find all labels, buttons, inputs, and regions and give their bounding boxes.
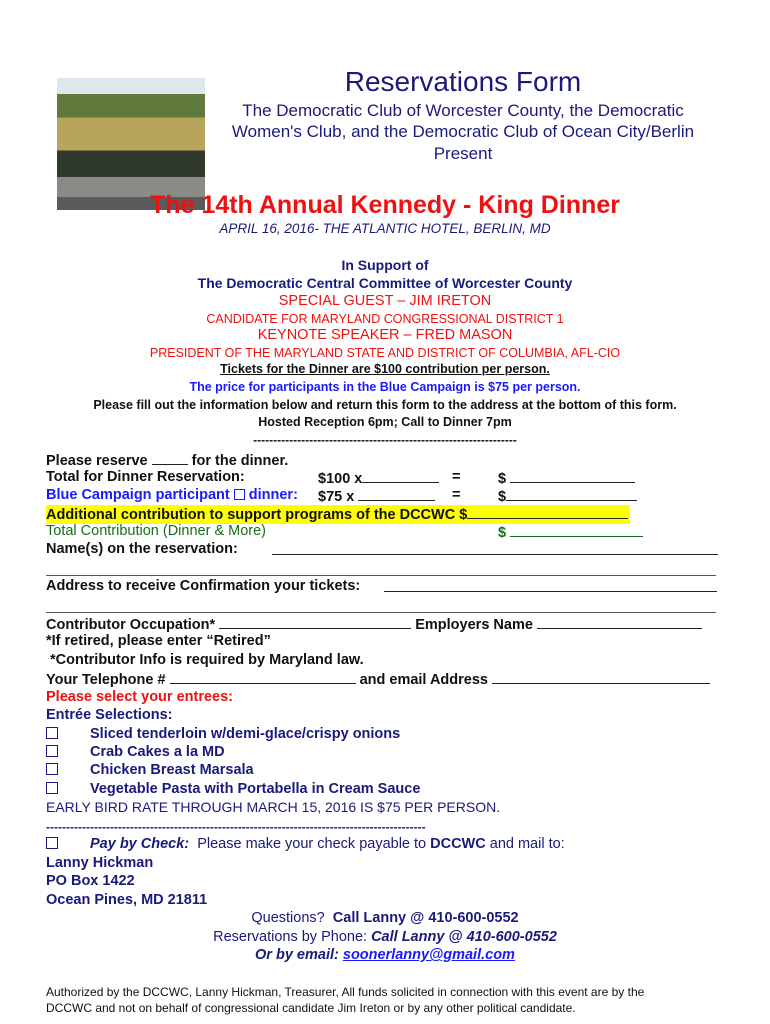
price-75: $75 x <box>318 487 435 506</box>
blue-campaign-row <box>46 487 507 505</box>
address-label: Address to receive Confirmation your tickets: <box>46 578 361 594</box>
presenters-line-1: The Democratic Club of Worcester County, the Democratic <box>242 101 684 120</box>
special-guest: SPECIAL GUEST – JIM IRETON <box>278 293 492 309</box>
disclaimer-line-1: Authorized by the DCCWC, Lanny Hickman, Treasurer, All funds solicited in connection with this event are by the <box>46 985 645 999</box>
committee-name: The Democratic Central Committee of Worcester County <box>197 275 573 291</box>
quantity-100-field[interactable] <box>362 469 439 483</box>
address-field[interactable] <box>384 578 717 592</box>
occupation-field[interactable] <box>219 615 411 629</box>
entree-option[interactable] <box>46 726 400 743</box>
reservation-phone: Call Lanny @ 410-600-0552 <box>371 929 557 945</box>
entree-label: Vegetable Pasta with Portabella in Cream Sauce <box>90 781 421 797</box>
checkbox-icon[interactable] <box>46 782 58 794</box>
email-label: and email Address <box>359 672 488 688</box>
mail-to-label: and mail to: <box>489 836 565 852</box>
entree-option[interactable] <box>46 762 254 779</box>
blue-campaign-label: Blue Campaign participant <box>46 487 230 503</box>
telephone-field[interactable] <box>170 670 356 684</box>
support-label: In Support of <box>341 257 429 273</box>
entree-label: Sliced tenderloin w/demi-glace/crispy onions <box>90 726 401 742</box>
keynote-title: PRESIDENT OF THE MARYLAND STATE AND DISTRICT OF COLUMBIA, AFL-CIO <box>149 346 621 360</box>
separator: ------------------------------------------------------------------ <box>253 433 517 447</box>
telephone-label: Your Telephone # <box>46 672 166 688</box>
total-100-field[interactable]: $ <box>498 469 635 488</box>
total-contribution-row <box>46 523 507 541</box>
entree-heading: Entrée Selections: <box>46 707 173 723</box>
form-title: Reservations Form <box>344 66 582 97</box>
names-row <box>46 541 238 558</box>
contact-info-row <box>46 670 710 689</box>
additional-contribution-row <box>46 505 630 524</box>
presenters-line-2: Women's Club, and the Democratic Club of Ocean City/Berlin <box>231 122 695 141</box>
reserve-row <box>46 451 288 470</box>
names-field[interactable] <box>272 541 718 555</box>
blue-campaign-checkbox[interactable] <box>234 489 245 500</box>
total-75-field[interactable]: $ <box>498 487 637 506</box>
equals-sign: = <box>452 469 461 485</box>
early-bird-note: EARLY BIRD RATE THROUGH MARCH 15, 2016 IS $75 PER PERSON. <box>46 799 501 815</box>
ticket-price: Tickets for the Dinner are $100 contribution per person. <box>220 362 550 376</box>
entree-label: Crab Cakes a la MD <box>90 744 225 760</box>
check-instructions: Please make your check payable to <box>197 836 427 852</box>
employer-field[interactable] <box>537 615 702 629</box>
entree-option[interactable] <box>46 744 225 761</box>
retired-note: *If retired, please enter “Retired” <box>46 633 271 649</box>
email-link[interactable]: soonerlanny@gmail.com <box>342 947 515 963</box>
questions-phone: Call Lanny @ 410-600-0552 <box>332 910 519 926</box>
address-row <box>46 578 360 595</box>
pay-by-check-label: Pay by Check: <box>90 836 190 852</box>
separator: ----------------------------------------------------------------------------------------------- <box>46 820 426 834</box>
phone-reservations-line: Reservations by Phone: Call Lanny @ 410-600-0552 <box>213 929 557 945</box>
price-100: $100 x <box>318 469 439 488</box>
select-entrees-prompt: Please select your entrees: <box>46 689 233 705</box>
event-date-venue: APRIL 16, 2016- THE ATLANTIC HOTEL, BERLIN, MD <box>219 221 551 236</box>
email-field[interactable] <box>492 670 710 684</box>
total-reservation-label: Total for Dinner Reservation: <box>46 469 245 485</box>
occupation-row <box>46 615 702 634</box>
checkbox-icon[interactable] <box>46 763 58 775</box>
additional-contribution-field[interactable] <box>467 505 628 519</box>
equals-sign: = <box>452 487 461 503</box>
law-note: *Contributor Info is required by Maryland law. <box>50 652 364 668</box>
schedule: Hosted Reception 6pm; Call to Dinner 7pm <box>258 415 512 429</box>
email-line: Or by email: soonerlanny@gmail.com <box>255 947 515 963</box>
total-reservation-row <box>46 469 507 487</box>
payee: DCCWC <box>430 836 486 852</box>
address-field-line-2[interactable] <box>46 612 716 613</box>
mail-address-city: Ocean Pines, MD 21811 <box>46 892 208 908</box>
entree-label: Chicken Breast Marsala <box>90 762 254 778</box>
event-title: The 14th Annual Kennedy - King Dinner <box>150 191 620 219</box>
employer-label: Employers Name <box>415 617 533 633</box>
disclaimer-line-2: DCCWC and not on behalf of congressional candidate Jim Ireton or by any other political candidate. <box>46 1001 576 1015</box>
mail-address-name: Lanny Hickman <box>46 855 154 871</box>
total-contribution-label: Total Contribution (Dinner & More) <box>46 523 267 539</box>
keynote-speaker: KEYNOTE SPEAKER – FRED MASON <box>257 327 513 343</box>
blue-dinner-label: dinner: <box>248 487 298 503</box>
names-field-line-2[interactable] <box>46 575 716 576</box>
pay-by-check-row[interactable] <box>46 836 565 853</box>
reserve-count-field[interactable] <box>152 451 188 465</box>
checkbox-icon[interactable] <box>46 745 58 757</box>
blue-campaign-price: The price for participants in the Blue Campaign is $75 per person. <box>189 380 581 394</box>
total-contribution-field[interactable]: $ <box>498 523 643 542</box>
occupation-label: Contributor Occupation* <box>46 617 216 633</box>
checkbox-icon[interactable] <box>46 727 58 739</box>
reserve-label: Please reserve <box>46 453 148 469</box>
reserve-label-end: for the dinner. <box>191 453 289 469</box>
mail-address-box: PO Box 1422 <box>46 873 135 889</box>
presenters-line-3: Present <box>433 144 493 163</box>
quantity-75-field[interactable] <box>358 487 435 501</box>
names-label: Name(s) on the reservation: <box>46 541 238 557</box>
checkbox-icon[interactable] <box>46 837 58 849</box>
guest-title: CANDIDATE FOR MARYLAND CONGRESSIONAL DISTRICT 1 <box>206 312 564 326</box>
instructions: Please fill out the information below and return this form to the address at the bottom of this form. <box>93 398 677 412</box>
additional-contribution-label: Additional contribution to support programs of the DCCWC $ <box>46 507 468 523</box>
questions-line: Questions? Call Lanny @ 410-600-0552 <box>251 910 519 926</box>
entree-option[interactable] <box>46 781 420 798</box>
